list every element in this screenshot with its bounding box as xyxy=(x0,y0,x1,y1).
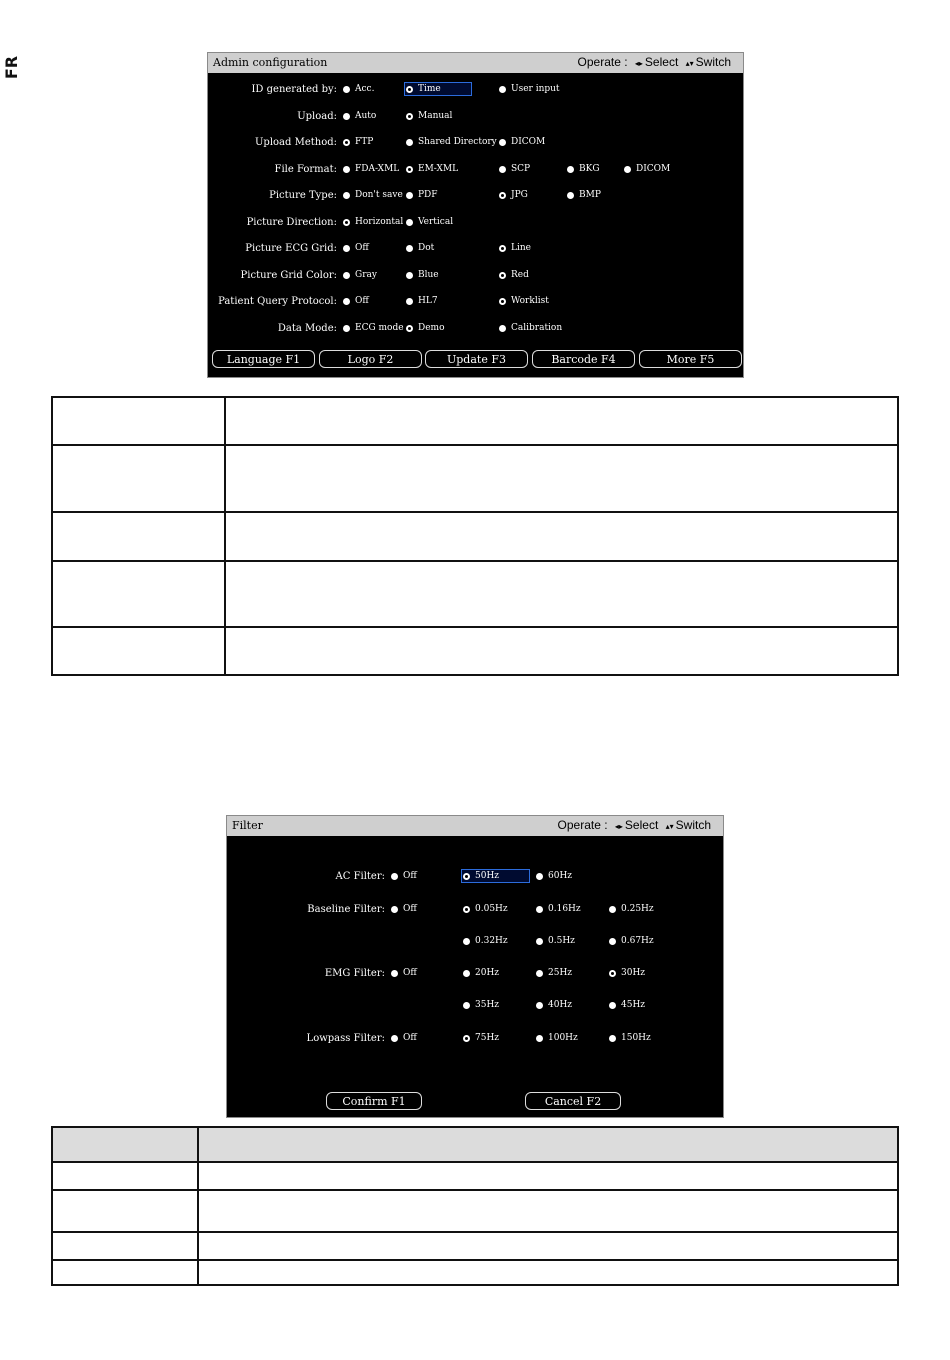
radio-unselected-icon xyxy=(463,1002,470,1009)
radio-unselected-icon xyxy=(536,938,543,945)
table-cell xyxy=(198,1127,898,1162)
radio-selected-icon xyxy=(499,298,506,305)
table-cell xyxy=(225,445,898,512)
radio-option-label: Blue xyxy=(418,270,439,280)
field-label-picture-type: Picture Type: xyxy=(269,190,337,201)
up-down-arrows-icon: ▴▾ xyxy=(685,59,694,68)
table-cell xyxy=(198,1190,898,1232)
table-cell xyxy=(52,561,225,627)
radio-option-label: 0.5Hz xyxy=(548,936,575,946)
radio-option-label: 45Hz xyxy=(621,1000,646,1010)
radio-unselected-icon xyxy=(609,906,616,913)
operate-label: Operate : xyxy=(577,55,628,69)
radio-unselected-icon xyxy=(567,192,574,199)
table-cell xyxy=(52,1260,198,1285)
radio-data-mode-demo[interactable] xyxy=(406,323,445,333)
field-label-data-mode: Data Mode: xyxy=(277,323,337,334)
table-cell xyxy=(225,561,898,627)
radio-option-label: 0.32Hz xyxy=(475,936,508,946)
filter-title: Filter xyxy=(232,819,263,832)
update-f3-button[interactable]: Update F3 xyxy=(425,350,528,368)
radio-option-label: Off xyxy=(403,904,417,914)
confirm-f1-button[interactable]: Confirm F1 xyxy=(326,1092,422,1110)
radio-emg-filter-20hz[interactable] xyxy=(463,968,499,978)
radio-picture-ecg-grid-line[interactable] xyxy=(499,243,531,253)
radio-option-label: Calibration xyxy=(511,323,563,333)
radio-option-label: 150Hz xyxy=(621,1033,651,1043)
radio-option-label: Worklist xyxy=(511,296,549,306)
radio-selected-icon xyxy=(406,325,413,332)
radio-option-label: 75Hz xyxy=(475,1033,500,1043)
radio-upload-manual[interactable] xyxy=(406,111,452,121)
radio-baseline-filter-0-5hz[interactable] xyxy=(536,936,575,946)
radio-option-label: Time xyxy=(418,84,441,94)
radio-file-format-fda-xml[interactable] xyxy=(343,164,399,174)
admin-title-bar xyxy=(208,53,743,73)
radio-picture-type-bmp[interactable] xyxy=(567,190,601,200)
radio-lowpass-filter-off[interactable] xyxy=(391,1033,417,1043)
radio-lowpass-filter-150hz[interactable] xyxy=(609,1033,651,1043)
radio-unselected-icon xyxy=(343,325,350,332)
radio-unselected-icon xyxy=(609,1035,616,1042)
field-label-picture-direction: Picture Direction: xyxy=(246,217,337,228)
radio-unselected-icon xyxy=(499,166,506,173)
admin-description-table xyxy=(51,396,899,676)
field-label-emg-filter: EMG Filter: xyxy=(324,968,385,979)
cancel-f2-button[interactable]: Cancel F2 xyxy=(525,1092,621,1110)
table-row xyxy=(52,561,898,627)
radio-option-label: Auto xyxy=(355,111,377,121)
more-f5-button[interactable]: More F5 xyxy=(639,350,742,368)
radio-option-label: 30Hz xyxy=(621,968,646,978)
radio-selected-icon xyxy=(499,272,506,279)
table-header-row xyxy=(52,1127,898,1162)
field-label-lowpass-filter: Lowpass Filter: xyxy=(306,1033,385,1044)
radio-unselected-icon xyxy=(343,113,350,120)
radio-option-label: 100Hz xyxy=(548,1033,578,1043)
radio-option-label: 0.25Hz xyxy=(621,904,654,914)
radio-lowpass-filter-75hz[interactable] xyxy=(463,1033,499,1043)
up-down-arrows-icon: ▴▾ xyxy=(665,822,674,831)
radio-selected-icon xyxy=(406,113,413,120)
radio-patient-query-protocol-off[interactable] xyxy=(343,296,369,306)
radio-baseline-filter-0-16hz[interactable] xyxy=(536,904,581,914)
radio-option-label: Shared Directory xyxy=(418,137,497,147)
radio-option-label: DICOM xyxy=(511,137,546,147)
radio-emg-filter-off[interactable] xyxy=(391,968,417,978)
radio-option-label: FDA-XML xyxy=(355,164,400,174)
radio-option-label: EM-XML xyxy=(418,164,459,174)
radio-unselected-icon xyxy=(406,298,413,305)
table-cell xyxy=(225,512,898,561)
language-f1-button[interactable]: Language F1 xyxy=(212,350,315,368)
table-cell xyxy=(198,1162,898,1190)
radio-option-label: FTP xyxy=(355,137,374,147)
table-cell xyxy=(52,1190,198,1232)
radio-emg-filter-40hz[interactable] xyxy=(536,1000,572,1010)
radio-data-mode-ecg-mode[interactable] xyxy=(343,323,404,333)
radio-selected-icon xyxy=(343,219,350,226)
barcode-f4-button[interactable]: Barcode F4 xyxy=(532,350,635,368)
radio-option-label: Off xyxy=(403,871,417,881)
radio-unselected-icon xyxy=(391,1035,398,1042)
radio-ac-filter-50hz[interactable] xyxy=(461,869,530,883)
radio-unselected-icon xyxy=(406,219,413,226)
radio-ac-filter-60hz[interactable] xyxy=(536,871,572,881)
radio-baseline-filter-0-67hz[interactable] xyxy=(609,936,654,946)
radio-option-label: 20Hz xyxy=(475,968,500,978)
radio-data-mode-calibration[interactable] xyxy=(499,323,562,333)
radio-unselected-icon xyxy=(391,906,398,913)
radio-file-format-bkg[interactable] xyxy=(567,164,600,174)
table-cell xyxy=(52,1162,198,1190)
radio-upload-method-dicom[interactable] xyxy=(499,137,545,147)
admin-title: Admin configuration xyxy=(213,56,328,69)
filter-screen xyxy=(226,815,724,1118)
radio-selected-icon xyxy=(499,245,506,252)
radio-ac-filter-off[interactable] xyxy=(391,871,417,881)
radio-picture-grid-color-gray[interactable] xyxy=(343,270,377,280)
left-right-arrows-icon: ◂▸ xyxy=(614,822,623,831)
radio-baseline-filter-0-32hz[interactable] xyxy=(463,936,508,946)
left-right-arrows-icon: ◂▸ xyxy=(634,59,643,68)
radio-picture-type-don-t-save[interactable] xyxy=(343,190,403,200)
radio-option-label: Red xyxy=(511,270,529,280)
radio-unselected-icon xyxy=(536,906,543,913)
field-label-baseline-filter: Baseline Filter: xyxy=(307,904,385,915)
radio-unselected-icon xyxy=(609,1002,616,1009)
radio-option-label: Off xyxy=(355,296,369,306)
table-row xyxy=(52,445,898,512)
radio-picture-type-pdf[interactable] xyxy=(406,190,438,200)
radio-unselected-icon xyxy=(536,970,543,977)
field-label-picture-ecg-grid: Picture ECG Grid: xyxy=(245,243,337,254)
radio-unselected-icon xyxy=(406,192,413,199)
field-label-patient-query-protocol: Patient Query Protocol: xyxy=(218,296,337,307)
radio-unselected-icon xyxy=(624,166,631,173)
radio-lowpass-filter-100hz[interactable] xyxy=(536,1033,578,1043)
table-cell xyxy=(52,445,225,512)
radio-unselected-icon xyxy=(609,938,616,945)
language-code: FR xyxy=(2,55,22,80)
radio-patient-query-protocol-worklist[interactable] xyxy=(499,296,549,306)
radio-emg-filter-30hz[interactable] xyxy=(609,968,645,978)
radio-selected-icon xyxy=(406,166,413,173)
radio-option-label: 0.05Hz xyxy=(475,904,508,914)
radio-unselected-icon xyxy=(343,298,350,305)
radio-file-format-dicom[interactable] xyxy=(624,164,670,174)
switch-hint: Switch xyxy=(695,55,731,69)
table-row xyxy=(52,1260,898,1285)
radio-option-label: HL7 xyxy=(418,296,438,306)
radio-picture-type-jpg[interactable] xyxy=(499,190,528,200)
radio-patient-query-protocol-hl7[interactable] xyxy=(406,296,438,306)
radio-picture-ecg-grid-dot[interactable] xyxy=(406,243,434,253)
radio-selected-icon xyxy=(406,86,413,93)
radio-option-label: Off xyxy=(403,968,417,978)
radio-unselected-icon xyxy=(391,873,398,880)
radio-option-label: Off xyxy=(403,1033,417,1043)
radio-baseline-filter-0-05hz[interactable] xyxy=(463,904,508,914)
radio-option-label: User input xyxy=(511,84,560,94)
radio-option-label: JPG xyxy=(511,190,528,200)
radio-unselected-icon xyxy=(499,325,506,332)
radio-selected-icon xyxy=(463,906,470,913)
radio-option-label: 0.16Hz xyxy=(548,904,581,914)
operate-hint xyxy=(558,818,711,832)
language-side-tab xyxy=(4,50,30,86)
radio-selected-icon xyxy=(463,1035,470,1042)
operate-hint xyxy=(578,55,731,69)
radio-selected-icon xyxy=(463,873,470,880)
filter-description-table xyxy=(51,1126,899,1286)
radio-option-label: SCP xyxy=(511,164,531,174)
radio-picture-direction-horizontal[interactable] xyxy=(343,217,403,227)
table-row xyxy=(52,512,898,561)
radio-option-label: Gray xyxy=(355,270,377,280)
radio-unselected-icon xyxy=(499,139,506,146)
radio-unselected-icon xyxy=(536,1035,543,1042)
radio-file-format-em-xml[interactable] xyxy=(406,164,458,174)
table-cell xyxy=(52,1232,198,1260)
logo-f2-button[interactable]: Logo F2 xyxy=(319,350,422,368)
radio-unselected-icon xyxy=(536,873,543,880)
radio-unselected-icon xyxy=(567,166,574,173)
radio-upload-method-shared-directory[interactable] xyxy=(406,137,497,147)
radio-option-label: 25Hz xyxy=(548,968,573,978)
radio-option-label: Off xyxy=(355,243,369,253)
radio-option-label: Don't save xyxy=(355,190,403,200)
filter-title-bar xyxy=(227,816,723,836)
table-row xyxy=(52,1232,898,1260)
table-cell xyxy=(52,397,225,445)
admin-configuration-screen xyxy=(207,52,744,378)
table-row xyxy=(52,627,898,675)
table-row xyxy=(52,1162,898,1190)
table-cell xyxy=(52,512,225,561)
radio-picture-grid-color-blue[interactable] xyxy=(406,270,439,280)
radio-option-label: Line xyxy=(511,243,531,253)
table-row xyxy=(52,397,898,445)
radio-option-label: Vertical xyxy=(418,217,454,227)
radio-unselected-icon xyxy=(463,970,470,977)
radio-option-label: Acc. xyxy=(355,84,375,94)
field-label-picture-grid-color: Picture Grid Color: xyxy=(240,270,337,281)
radio-unselected-icon xyxy=(343,166,350,173)
table-cell xyxy=(52,1127,198,1162)
radio-unselected-icon xyxy=(499,86,506,93)
radio-picture-direction-vertical[interactable] xyxy=(406,217,453,227)
radio-unselected-icon xyxy=(343,272,350,279)
radio-picture-ecg-grid-off[interactable] xyxy=(343,243,369,253)
radio-id-generated-by-time[interactable] xyxy=(404,82,472,96)
radio-file-format-scp[interactable] xyxy=(499,164,530,174)
radio-option-label: Demo xyxy=(418,323,445,333)
radio-id-generated-by-acc[interactable] xyxy=(343,84,374,94)
radio-selected-icon xyxy=(499,192,506,199)
table-cell xyxy=(198,1260,898,1285)
radio-emg-filter-45hz[interactable] xyxy=(609,1000,645,1010)
radio-option-label: 50Hz xyxy=(475,871,500,881)
radio-option-label: Manual xyxy=(418,111,453,121)
table-cell xyxy=(225,627,898,675)
radio-unselected-icon xyxy=(406,272,413,279)
radio-selected-icon xyxy=(343,139,350,146)
operate-label: Operate : xyxy=(557,818,608,832)
radio-unselected-icon xyxy=(536,1002,543,1009)
radio-unselected-icon xyxy=(406,139,413,146)
radio-selected-icon xyxy=(609,970,616,977)
radio-picture-grid-color-red[interactable] xyxy=(499,270,529,280)
radio-unselected-icon xyxy=(391,970,398,977)
field-label-file-format: File Format: xyxy=(274,164,337,175)
radio-baseline-filter-off[interactable] xyxy=(391,904,417,914)
table-row xyxy=(52,1190,898,1232)
table-cell xyxy=(225,397,898,445)
radio-option-label: 35Hz xyxy=(475,1000,500,1010)
radio-unselected-icon xyxy=(406,245,413,252)
radio-id-generated-by-user-input[interactable] xyxy=(499,84,560,94)
radio-option-label: ECG mode xyxy=(355,323,404,333)
radio-upload-auto[interactable] xyxy=(343,111,376,121)
select-hint: Select xyxy=(624,818,659,832)
field-label-ac-filter: AC Filter: xyxy=(335,871,385,882)
radio-option-label: Dot xyxy=(418,243,435,253)
radio-option-label: 0.67Hz xyxy=(621,936,654,946)
select-hint: Select xyxy=(644,55,679,69)
table-cell xyxy=(52,627,225,675)
radio-upload-method-ftp[interactable] xyxy=(343,137,373,147)
radio-emg-filter-25hz[interactable] xyxy=(536,968,572,978)
radio-unselected-icon xyxy=(463,938,470,945)
radio-emg-filter-35hz[interactable] xyxy=(463,1000,499,1010)
switch-hint: Switch xyxy=(675,818,711,832)
field-label-upload-method: Upload Method: xyxy=(255,137,337,148)
radio-baseline-filter-0-25hz[interactable] xyxy=(609,904,654,914)
radio-option-label: 40Hz xyxy=(548,1000,573,1010)
radio-unselected-icon xyxy=(343,245,350,252)
radio-unselected-icon xyxy=(343,86,350,93)
radio-option-label: BKG xyxy=(579,164,600,174)
radio-option-label: BMP xyxy=(579,190,601,200)
radio-option-label: PDF xyxy=(418,190,438,200)
radio-option-label: DICOM xyxy=(636,164,671,174)
radio-option-label: 60Hz xyxy=(548,871,573,881)
radio-unselected-icon xyxy=(343,192,350,199)
field-label-id-generated-by: ID generated by: xyxy=(251,84,337,95)
table-cell xyxy=(198,1232,898,1260)
field-label-upload: Upload: xyxy=(297,111,337,122)
radio-option-label: Horizontal xyxy=(355,217,404,227)
